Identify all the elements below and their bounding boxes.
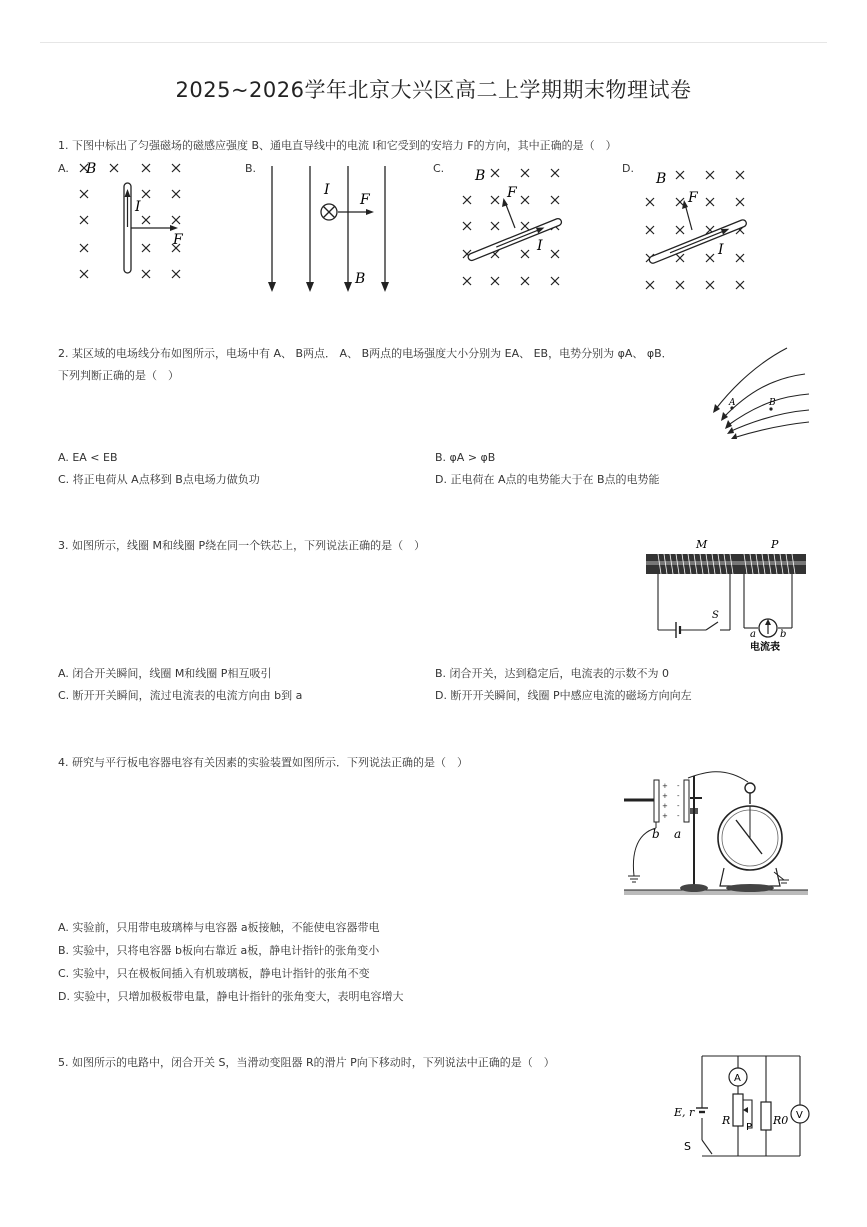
q1-figure-c <box>455 160 575 290</box>
svg-text:+: + <box>662 792 668 800</box>
svg-text:B: B <box>769 398 776 408</box>
svg-text:-: - <box>677 782 680 790</box>
svg-text:F: F <box>360 192 370 208</box>
svg-text:B: B <box>475 168 486 184</box>
svg-text:+: + <box>662 802 668 810</box>
q1-label-a: A. <box>58 162 69 175</box>
q1-figure-d <box>640 160 760 295</box>
svg-text:B: B <box>86 161 97 177</box>
q1-stem: 1. 下图中标出了匀强磁场的磁感应强度 B、通电直导线中的电流 I和它受到的安培力 F的方向，其中正确的是（ ） <box>58 139 617 152</box>
q3-coil-m-label: M <box>696 538 708 551</box>
svg-text:+: + <box>662 812 668 820</box>
q3-ammeter-label: 电流表 <box>750 642 780 653</box>
q5-circuit-figure <box>672 1050 812 1162</box>
q2-stem-line1: 2. 某区域的电场线分布如图所示，电场中有 A、 B两点． A、 B两点的电场强度大小分别为 EA、 EB，电势分别为 φA、 φB． <box>58 347 673 360</box>
q3-option-c[interactable]: C. 断开开关瞬间，流过电流表的电流方向由 b到 a <box>58 689 303 702</box>
q4-plate-a-label: a <box>674 827 682 841</box>
q3-stem: 3. 如图所示，线圈 M和线圈 P绕在同一个铁芯上，下列说法正确的是（ ） <box>58 539 426 552</box>
q4-option-a[interactable]: A. 实验前，只用带电玻璃棒与电容器 a板接触，不能使电容器带电 <box>58 921 380 934</box>
q4-capacitor-figure <box>624 768 810 902</box>
q2-electric-field-figure <box>705 342 815 442</box>
q4-option-c[interactable]: C. 实验中，只在极板间插入有机玻璃板，静电计指针的张角不变 <box>58 967 370 980</box>
q3-terminal-a: a <box>750 629 756 640</box>
q4-plate-b-label: b <box>652 827 660 841</box>
q3-switch-label: S <box>712 610 719 621</box>
q5-rheostat-label: R <box>722 1114 731 1127</box>
svg-text:F: F <box>173 232 183 248</box>
svg-text:F: F <box>507 185 517 201</box>
q3-terminal-b: b <box>780 629 787 640</box>
q5-voltmeter-label: V <box>796 1110 803 1121</box>
svg-text:+: + <box>662 782 668 790</box>
svg-text:B: B <box>355 271 366 287</box>
q4-option-b[interactable]: B. 实验中，只将电容器 b板向右靠近 a板，静电计指针的张角变小 <box>58 944 380 957</box>
svg-text:-: - <box>677 802 680 810</box>
q3-coil-figure <box>640 536 810 654</box>
svg-text:F: F <box>688 190 698 206</box>
q5-ammeter-label: A <box>734 1073 741 1084</box>
q1-label-b: B. <box>245 162 257 175</box>
q2-option-d[interactable]: D. 正电荷在 A点的电势能大于在 B点的电势能 <box>435 473 660 486</box>
svg-text:A: A <box>729 398 736 408</box>
svg-text:-: - <box>677 812 680 820</box>
page-title: 2025~2026学年北京大兴区高二上学期期末物理试卷 <box>175 78 692 102</box>
q2-option-a[interactable]: A. EA < EB <box>58 451 118 464</box>
svg-text:I: I <box>537 238 543 254</box>
q1-figure-a <box>72 155 202 285</box>
q5-resistor-r0-label: R0 <box>773 1114 789 1127</box>
q1-figure-b <box>258 158 398 298</box>
q5-switch-label: S <box>684 1140 691 1153</box>
q2-stem-line2: 下列判断正确的是（ ） <box>58 369 179 382</box>
q1-label-d: D. <box>622 162 634 175</box>
q4-stem: 4. 研究与平行板电容器电容有关因素的实验装置如图所示．下列说法正确的是（ ） <box>58 756 468 769</box>
q3-option-d[interactable]: D. 断开开关瞬间，线圈 P中感应电流的磁场方向向左 <box>435 689 692 702</box>
q2-option-c[interactable]: C. 将正电荷从 A点移到 B点电场力做负功 <box>58 473 260 486</box>
svg-text:I: I <box>324 182 330 198</box>
q2-option-b[interactable]: B. φA > φB <box>435 451 496 464</box>
svg-text:I: I <box>718 242 724 258</box>
q3-coil-p-label: P <box>771 538 779 551</box>
top-divider <box>40 42 827 43</box>
q3-option-a[interactable]: A. 闭合开关瞬间，线圈 M和线圈 P相互吸引 <box>58 667 272 680</box>
q5-stem: 5. 如图所示的电路中，闭合开关 S，当滑动变阻器 R的滑片 P向下移动时，下列说法中正确的是（ ） <box>58 1056 555 1069</box>
q4-option-d[interactable]: D. 实验中，只增加极板带电量，静电计指针的张角变大，表明电容增大 <box>58 990 404 1003</box>
q1-label-c: C. <box>433 162 445 175</box>
svg-text:B: B <box>656 171 667 187</box>
q5-source-label: E, r <box>674 1106 695 1119</box>
svg-text:I: I <box>135 199 141 215</box>
q5-slider-label: P <box>746 1122 753 1133</box>
q3-option-b[interactable]: B. 闭合开关，达到稳定后，电流表的示数不为 0 <box>435 667 670 680</box>
svg-text:-: - <box>677 792 680 800</box>
